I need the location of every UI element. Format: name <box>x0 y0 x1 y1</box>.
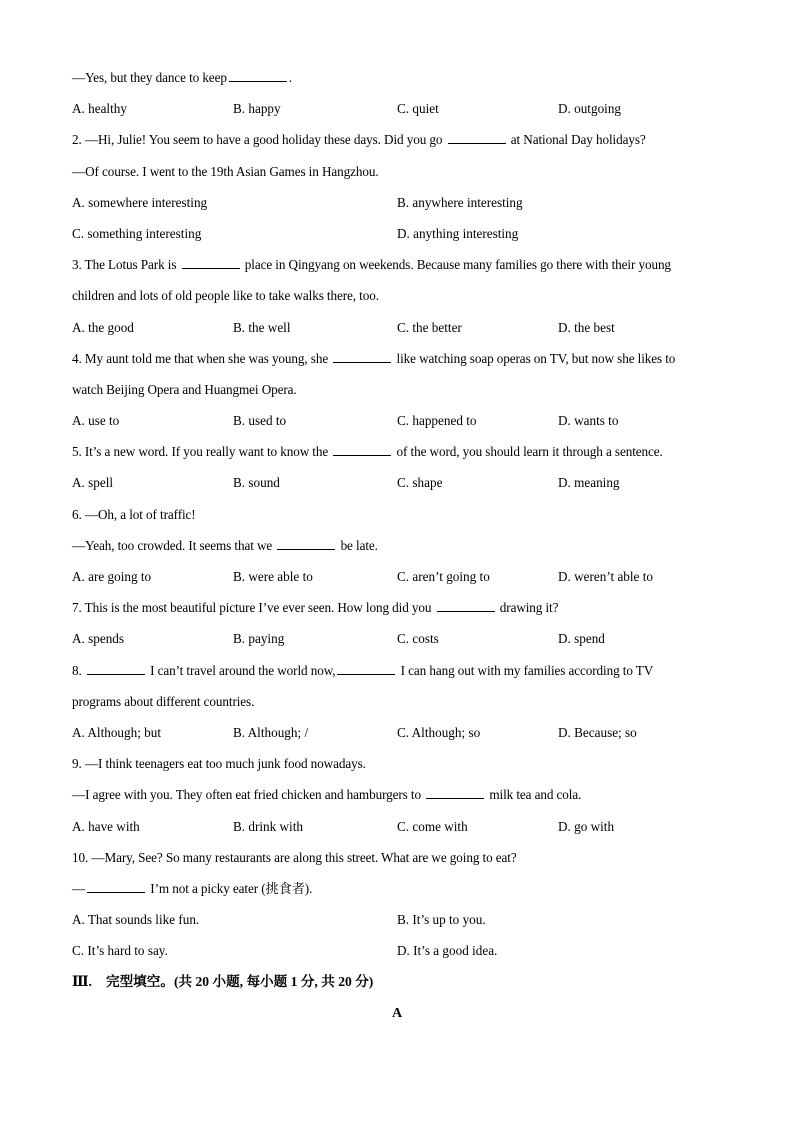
q4-stem-line2: watch Beijing Opera and Huangmei Opera. <box>72 381 297 397</box>
answer-blank <box>437 600 495 612</box>
passage-label: A <box>391 1005 403 1021</box>
option-d: D. wants to <box>558 413 619 429</box>
option-b: B. used to <box>233 413 287 429</box>
option-a: A. healthy <box>72 101 127 117</box>
option-c: C. It’s hard to say. <box>72 943 168 959</box>
q3-stem-line2: children and lots of old people like to take walks there, too. <box>72 288 379 304</box>
option-b: B. the well <box>233 319 291 335</box>
option-a: A. somewhere interesting <box>72 194 208 210</box>
option-a: A. are going to <box>72 569 152 584</box>
option-a: A. use to <box>72 413 120 429</box>
q2-reply: —Of course. I went to the 19th Asian Games in Hangzhou. <box>72 163 379 179</box>
q8-stem-line2: programs about different countries. <box>72 693 255 709</box>
answer-blank <box>448 132 506 144</box>
q6-options <box>72 561 732 592</box>
option-a: A. spell <box>72 475 114 491</box>
answer-blank <box>229 70 287 82</box>
option-c: C. the better <box>397 319 462 335</box>
option-d: D. Because; so <box>558 724 637 740</box>
q4-stem: 4. My aunt told me that when she was young, she like watching soap operas on TV, but now she likes to <box>72 350 676 366</box>
option-b: B. anywhere interesting <box>397 194 523 210</box>
q9-options <box>72 811 732 842</box>
option-d: D. spend <box>558 631 605 647</box>
q4-options <box>72 405 732 436</box>
answer-blank <box>333 351 391 363</box>
q9-reply: —I agree with you. They often eat fried chicken and hamburgers to milk tea and cola. <box>72 787 582 803</box>
option-d: D. the best <box>558 319 615 335</box>
option-c: C. costs <box>397 631 439 647</box>
option-c: C. come with <box>397 818 468 834</box>
exam-page <box>72 62 732 1029</box>
option-b: B. It’s up to you. <box>397 912 486 928</box>
option-d: D. It’s a good idea. <box>397 943 498 959</box>
q3-options <box>72 312 732 343</box>
option-c: C. quiet <box>397 101 439 117</box>
q6-reply: —Yeah, too crowded. It seems that we be late. <box>72 537 378 553</box>
q9-stem: 9. —I think teenagers eat too much junk food nowadays. <box>72 756 366 772</box>
option-b: B. drink with <box>233 818 303 834</box>
answer-blank <box>337 663 395 675</box>
option-d: D. outgoing <box>558 101 622 117</box>
q1-options <box>72 93 732 124</box>
q10-options-row2 <box>72 935 732 966</box>
option-b: B. happy <box>233 101 281 117</box>
option-a: A. Although; but <box>72 724 162 740</box>
option-b: B. Although; / <box>233 724 309 740</box>
answer-blank <box>182 257 240 269</box>
answer-blank <box>426 787 484 799</box>
option-a: A. have with <box>72 818 140 834</box>
q6-stem: 6. —Oh, a lot of traffic! <box>72 506 196 522</box>
answer-blank <box>87 881 145 893</box>
option-d: D. go with <box>558 818 615 834</box>
option-d: D. anything interesting <box>397 225 519 241</box>
option-c: C. happened to <box>397 413 477 429</box>
q2-stem: 2. —Hi, Julie! You seem to have a good holiday these days. Did you go at National Day holidays? <box>72 132 646 148</box>
q5-options <box>72 467 732 498</box>
option-a: A. That sounds like fun. <box>72 912 200 928</box>
option-c: C. Although; so <box>397 724 481 740</box>
q10-stem: 10. —Mary, See? So many restaurants are along this street. What are we going to eat? <box>72 849 517 865</box>
q5-stem: 5. It’s a new word. If you really want to know the of the word, you should learn it through a sentence. <box>72 444 663 460</box>
answer-blank <box>277 538 335 550</box>
q8-options <box>72 717 732 748</box>
section-heading <box>72 966 732 997</box>
option-c: C. shape <box>397 475 443 491</box>
q2-options-row2 <box>72 218 732 249</box>
answer-blank <box>87 663 145 675</box>
option-d: D. meaning <box>558 475 620 491</box>
q10-options-row1 <box>72 904 732 935</box>
option-c: C. something interesting <box>72 225 202 241</box>
option-b: B. paying <box>233 631 285 647</box>
option-b: B. were able to <box>233 569 313 584</box>
q7-options <box>72 623 732 654</box>
q8-stem: 8. I can’t travel around the world now, I can hang out with my families according to TV <box>72 662 654 678</box>
option-b: B. sound <box>233 475 280 491</box>
q10-reply: — I’m not a picky eater (挑食者). <box>72 880 313 896</box>
option-a: A. the good <box>72 319 134 335</box>
option-a: A. spends <box>72 631 125 647</box>
section-numeral: Ⅲ. <box>72 974 92 990</box>
q1-reply: —Yes, but they dance to keep . <box>72 70 293 85</box>
option-d: D. weren’t able to <box>558 569 653 584</box>
section-title: 完型填空。(共 20 小题, 每小题 1 分, 共 20 分) <box>106 974 374 990</box>
q7-stem: 7. This is the most beautiful picture I’ve ever seen. How long did you drawing it? <box>72 600 559 616</box>
q2-options-row1 <box>72 187 732 218</box>
option-c: C. aren’t going to <box>397 569 490 584</box>
q3-stem: 3. The Lotus Park is place in Qingyang on weekends. Because many families go there with their young <box>72 257 671 273</box>
answer-blank <box>333 444 391 456</box>
